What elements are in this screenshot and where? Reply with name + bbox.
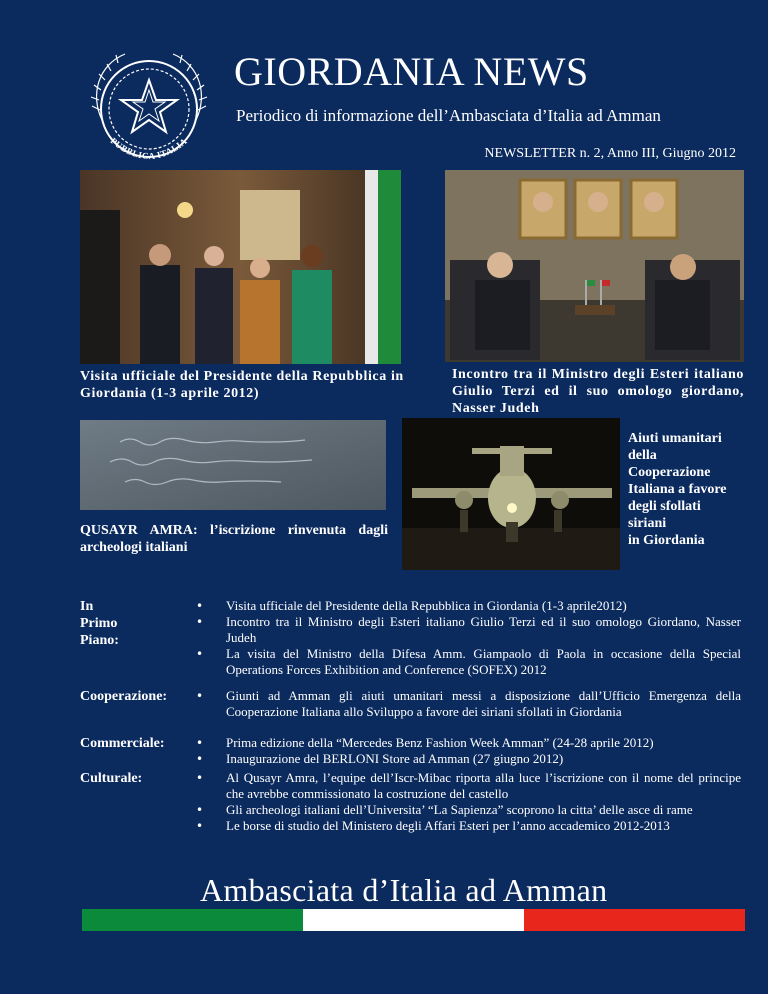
list-item: • Le borse di studio del Ministero degli Affari Esteri per l’anno accademico 2012-2013 <box>196 818 741 834</box>
list-item: • La visita del Ministro della Difesa Amm. Giampaolo di Paola in occasione della Special Operations Forces Exhibition and Conference (SOFEX) 2012 <box>196 646 741 678</box>
list-item: • Gli archeologi italiani dell’Universita’ “La Sapienza” scoprono la citta’ delle asce di rame <box>196 802 741 818</box>
caption-humanitarian-aid <box>628 430 758 549</box>
section-label-line: Piano: <box>80 633 119 648</box>
section-list-commerciale <box>196 735 741 767</box>
list-item: • Incontro tra il Ministro degli Esteri italiano Giulio Terzi ed il suo omologo Giordano, Nasser Judeh <box>196 614 741 646</box>
section-label-line: Primo <box>80 616 118 631</box>
italian-republic-emblem <box>80 40 218 178</box>
newsletter-subtitle: Periodico di informazione dell’Ambasciata d’Italia ad Amman <box>236 106 661 125</box>
photo-presidential-visit <box>80 170 401 364</box>
italian-flag-bar <box>82 909 745 931</box>
flag-green-stripe <box>82 909 303 931</box>
list-item: • Giunti ad Amman gli aiuti umanitari messi a disposizione dall’Ufficio Emergenza della Cooperazione Italiana allo Sviluppo a favore dei siriani sfollati in Giordania <box>196 688 741 720</box>
issue-info: NEWSLETTER n. 2, Anno III, Giugno 2012 <box>484 146 736 161</box>
photo-ministers-meeting <box>445 170 744 362</box>
emblem-text: PUBBLICA ITALIA <box>108 135 190 162</box>
flag-red-stripe <box>524 909 745 931</box>
caption-presidential-visit: Visita ufficiale del Presidente della Repubblica in Giordania (1-3 aprile 2012) <box>80 369 404 401</box>
caption-line: degli sfollati <box>628 499 701 514</box>
caption-line: siriani <box>628 516 667 531</box>
section-list-culturale <box>196 770 741 834</box>
caption-qusayr-amra: QUSAYR AMRA: l’iscrizione rinvenuta dagli archeologi italiani <box>80 523 388 555</box>
list-item: • Inaugurazione del BERLONI Store ad Amman (27 giugno 2012) <box>196 751 741 767</box>
photo-humanitarian-aid-aircraft <box>402 418 620 570</box>
photo-qusayr-amra-inscription <box>80 420 386 510</box>
section-label-commerciale: Commerciale: <box>80 736 165 751</box>
section-label-line: In <box>80 599 94 614</box>
list-item: • Al Qusayr Amra, l’equipe dell’Iscr-Mibac riporta alla luce l’iscrizione con il nome del principe che avrebbe commissionato la costruzione del castello <box>196 770 741 802</box>
newsletter-title: GIORDANIA NEWS <box>234 49 589 94</box>
section-list-cooperazione <box>196 688 741 720</box>
section-label-in-primo-piano <box>80 598 180 649</box>
section-label-culturale: Culturale: <box>80 771 143 786</box>
caption-line: in Giordania <box>628 533 705 548</box>
section-label-cooperazione: Cooperazione: <box>80 689 168 704</box>
list-item: • Prima edizione della “Mercedes Benz Fashion Week Amman” (24-28 aprile 2012) <box>196 735 741 751</box>
caption-line: Cooperazione <box>628 465 711 480</box>
caption-line: Aiuti umanitari <box>628 431 722 446</box>
caption-ministers-meeting: Incontro tra il Ministro degli Esteri italiano Giulio Terzi ed il suo omologo giordano, Nasser Judeh <box>452 367 744 416</box>
caption-line: Italiana a favore <box>628 482 727 497</box>
footer-title: Ambasciata d’Italia ad Amman <box>200 872 608 908</box>
list-item: • Visita ufficiale del Presidente della Repubblica in Giordania (1-3 aprile2012) <box>196 598 741 614</box>
caption-line: della <box>628 448 657 463</box>
section-list-in-primo-piano <box>196 598 741 678</box>
flag-white-stripe <box>303 909 524 931</box>
